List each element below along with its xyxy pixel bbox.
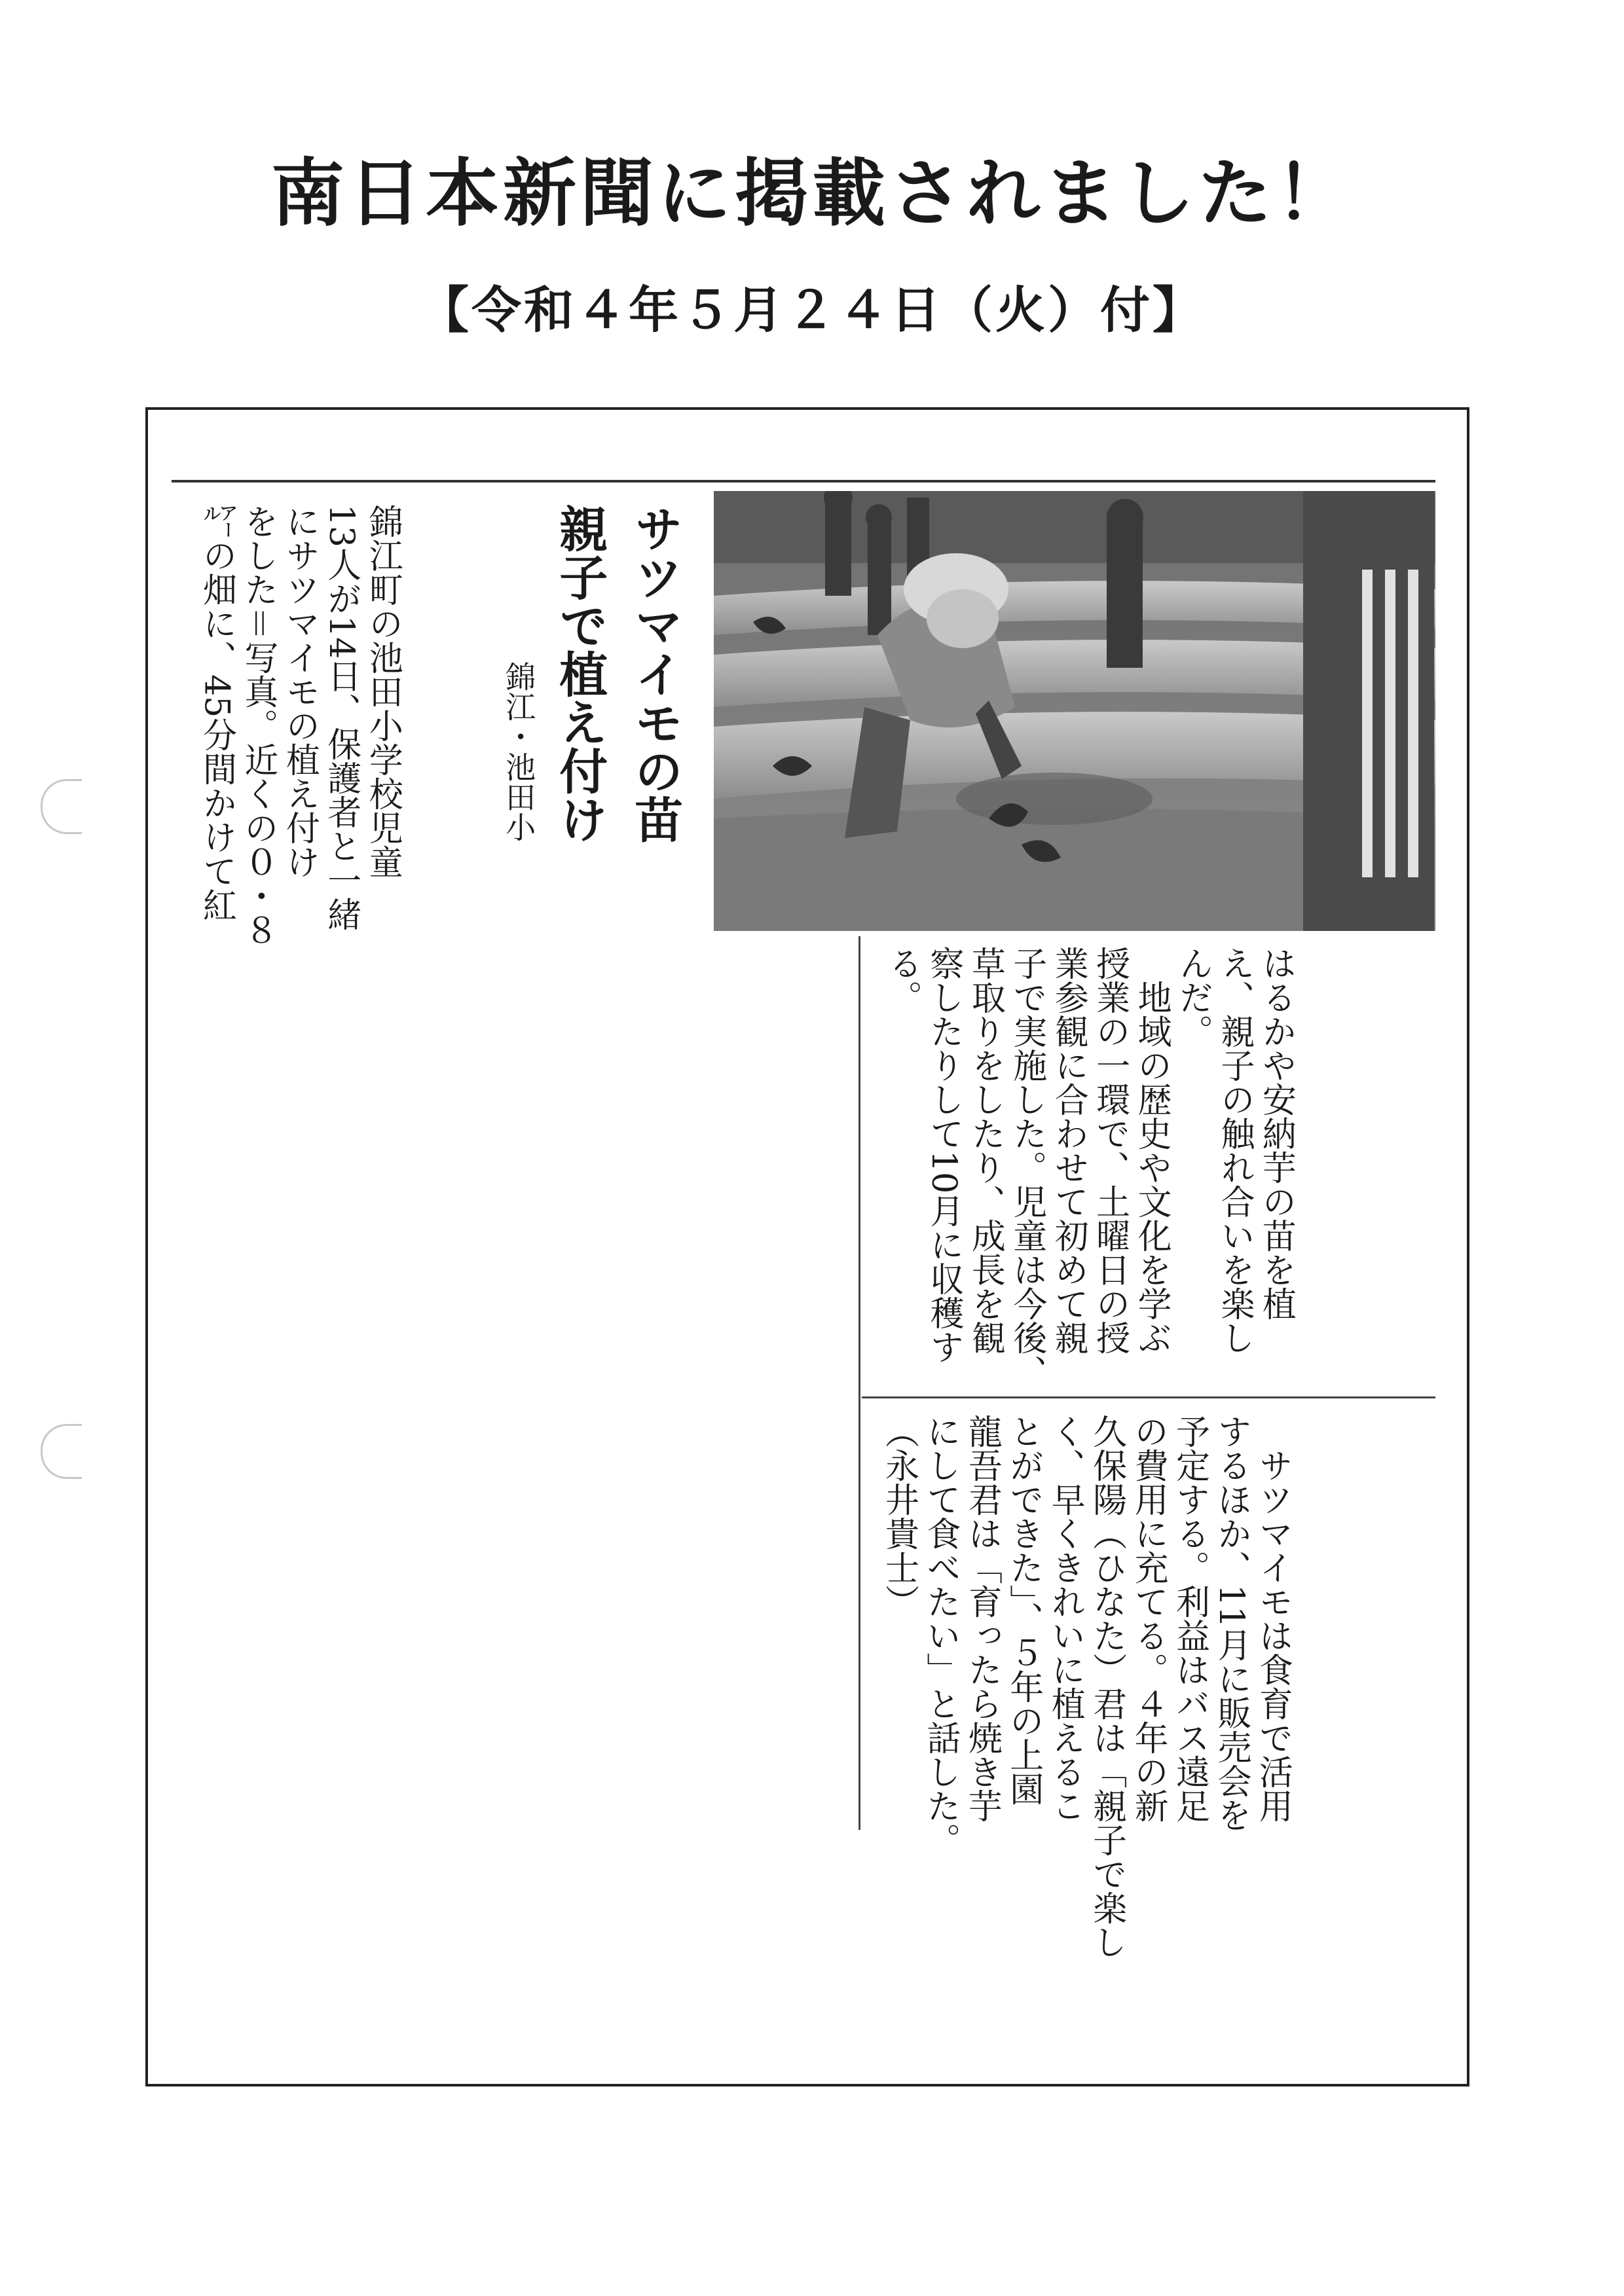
article-text-line: 龍吾君は「育ったら焼き芋 [962,1414,1002,1823]
article-text-line: る。 [882,946,922,1014]
publication-date: 【令和４年５月２４日（火）付】 [419,281,1205,339]
article-text-line: 地域の歴史や文化を学ぶ [1132,946,1172,1355]
article-text-line: 久保陽（ひなた）君は「親子で楽し [1086,1414,1126,1959]
article-text-line: 授業の一環で、土曜日の授 [1090,946,1130,1355]
article-text-line: はるかや安納芋の苗を植 [1256,946,1296,1321]
column-rule [858,936,860,1830]
article-text-line: 業参観に合わせて初めて親 [1048,946,1088,1355]
article-text-line: 13人が14日、保護者と一緒 [321,504,361,932]
article-body-column [877,1414,1293,1959]
article-byline: （永井貴士） [879,1414,919,1618]
article-text-line: にサツマイモの植え付け [280,504,320,879]
article-text-line: ㌃の畑に、45分間かけて紅 [196,504,236,922]
article-text-line: とができた」、５年の上園 [1003,1414,1043,1806]
article-text-line: く、早くきれいに植えるこ [1045,1414,1085,1823]
field-planting-photo-illustration [714,491,1435,931]
binder-hole-mark [41,1424,82,1479]
column-rule [862,1396,1435,1398]
article-text-line: 子で実施した。児童は今後、 [1006,946,1046,1389]
article-text-line: え、親子の触れ合いを楽し [1214,946,1254,1355]
article-body-column [881,946,1296,1389]
article-text-line: サツマイモは食育で活用 [1253,1414,1293,1823]
article-dateline: 錦江・池田小 [501,661,537,842]
binder-hole-mark [41,779,82,834]
article-text-line: 予定する。利益はバス遠足 [1170,1414,1209,1823]
article-text-line: んだ。 [1173,946,1213,1048]
article-text-line: にして食べたい」と話した。 [920,1414,960,1857]
article-body-column [195,504,403,947]
article-headline: サツマイモの苗 [627,504,684,843]
article-photo [714,491,1435,931]
article-headline: 親子で植え付け [551,504,608,843]
article-text-line: をした＝写真。近くの０・８ [238,504,278,947]
article-text-line: 錦江町の池田小学校児童 [363,504,403,879]
column-rule [172,480,1435,483]
article-text-line: 草取りをしたり、成長を観 [965,946,1005,1355]
article-text-line: 察したりして10月に収穫す [923,946,963,1364]
page-title: 南日本新聞に掲載されました！ [271,151,1353,236]
article-text-line: の費用に充てる。４年の新 [1128,1414,1168,1823]
article-text-line: するほか、11月に販売会を [1211,1414,1251,1832]
